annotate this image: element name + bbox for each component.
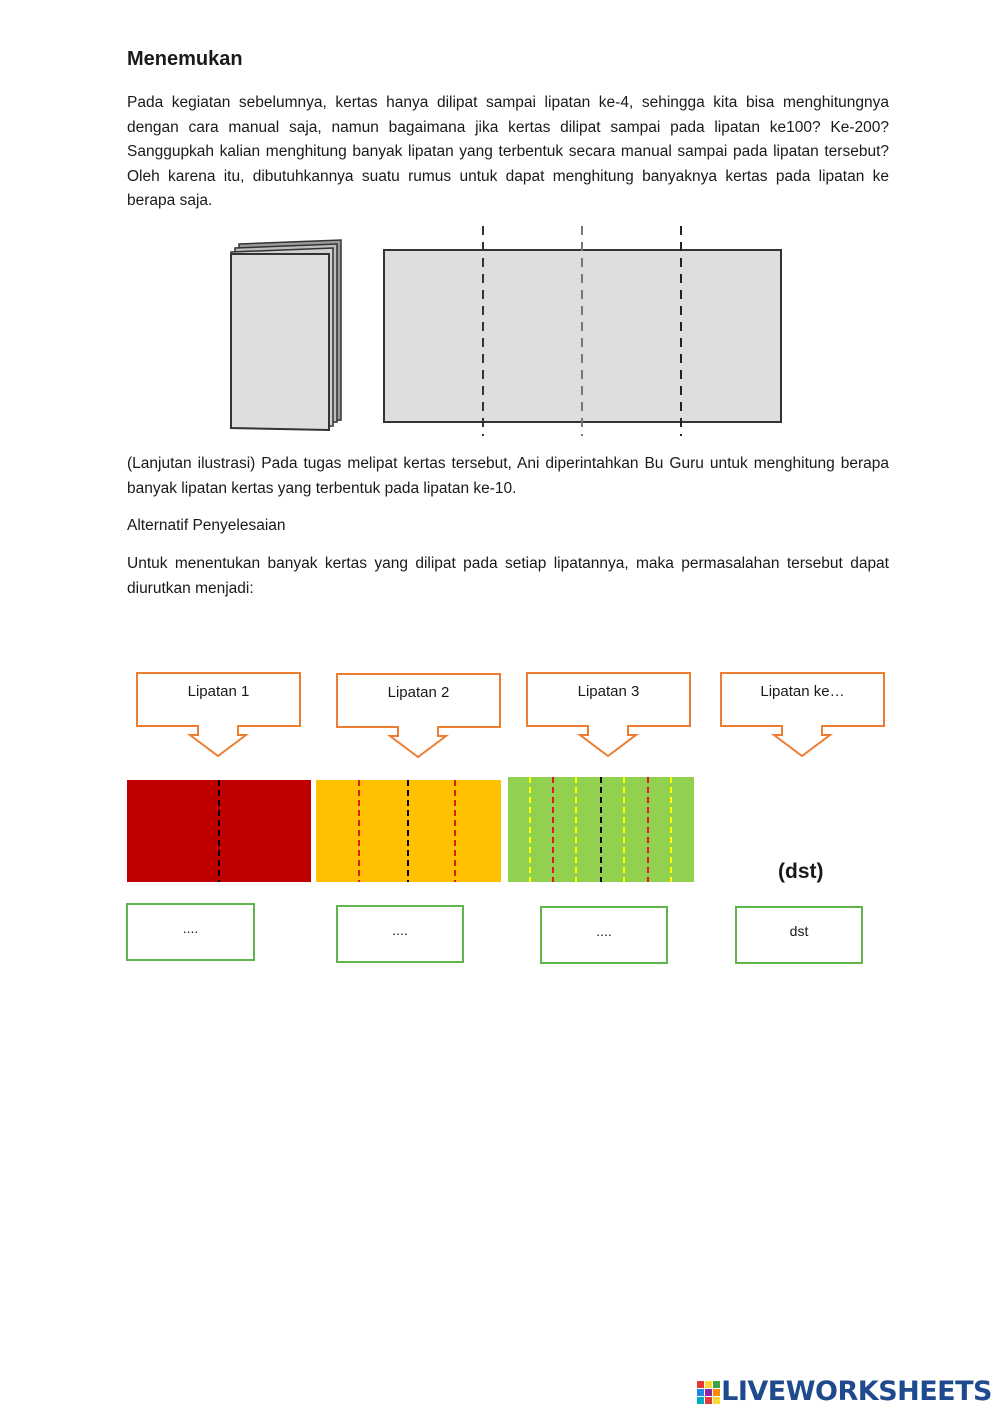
continuation-mark: (dst) (778, 860, 824, 883)
folded-paper-stack (231, 240, 341, 430)
fold-1-paper (127, 780, 312, 882)
callout-label: Lipatan 1 (187, 683, 250, 700)
callout-lipatan-ke (720, 672, 890, 762)
solution-paragraph: Untuk menentukan banyak kertas yang dilipat pada setiap lipatannya, maka permasalahan tersebut dapat diurutkan menjadi: (127, 555, 889, 597)
answer-box-3[interactable]: .... (540, 906, 668, 964)
callout-label: Lipatan 3 (577, 683, 640, 700)
fold-3-paper (508, 777, 694, 882)
liveworksheets-brand[interactable]: LIVEWORKSHEETS (721, 1376, 992, 1407)
callout-lipatan-2 (336, 673, 506, 763)
continuation-paragraph: (Lanjutan ilustrasi) Pada tugas melipat kertas tersebut, Ani diperintahkan Bu Guru untuk menghitung berapa banyak lipatan kertas yang terbentuk pada lipatan ke-10. (127, 455, 889, 497)
section-title: Menemukan (127, 48, 243, 70)
intro-paragraph: Pada kegiatan sebelumnya, kertas hanya dilipat sampai lipatan ke-4, sehingga kita bisa menghitungnya dengan cara manual saja, namun bagaimana jika kertas dilipat sampai pada lipatan ke100? Ke-200? Sanggupkah kalian menghitung banyak lipatan yang terbentuk secara manual sampai pada lipatan tersebut? Oleh karena itu, dibutuhkannya suatu rumus untuk dapat menghitung banyaknya kertas pada lipatan ke berapa saja. (127, 94, 889, 209)
paper-fold-illustration (225, 222, 790, 438)
answer-box-2[interactable]: .... (336, 905, 464, 963)
liveworksheets-logo-icon (697, 1381, 721, 1405)
unfolded-paper (384, 226, 781, 436)
answer-box-1[interactable]: .... (126, 903, 255, 961)
callout-label: Lipatan ke… (760, 683, 845, 700)
callout-label: Lipatan 2 (387, 684, 450, 701)
answer-box-4[interactable]: dst (735, 906, 863, 964)
callout-lipatan-3 (526, 672, 696, 762)
alternative-label: Alternatif Penyelesaian (127, 517, 286, 534)
callout-lipatan-1 (136, 672, 306, 762)
fold-2-paper (316, 780, 501, 882)
